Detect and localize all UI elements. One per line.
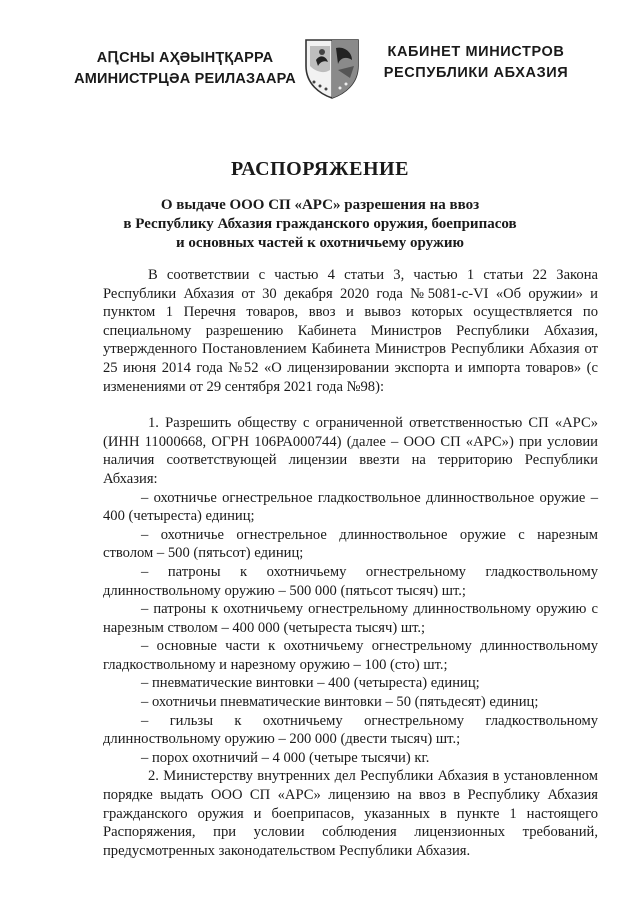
list-item: – основные части к охотничьему огнестрельному длинноствольному гладкоствольному и нарезному оружию – 100 (сто) шт.; — [103, 638, 598, 673]
list-item: – охотничье огнестрельное длинноствольное оружие с нарезным стволом – 500 (пятьсот) единиц; — [103, 526, 598, 562]
header-left-line2: АМИНИСТРЦӘА РЕИЛАЗААРА — [74, 71, 296, 87]
list-item: – патроны к охотничьему огнестрельному гладкоствольному длинноствольному оружию – 500 000 (пятьсот тысяч) шт.; — [103, 563, 598, 599]
header-right-line2: РЕСПУБЛИКИ АБХАЗИЯ — [383, 65, 569, 81]
header-left-line1: АԤСНЫ АҲӘЫНҬҚАРРА — [96, 50, 274, 66]
list-item: – гильзы к охотничьему огнестрельному гладкоствольному длинноствольному оружию – 200 000 (двести тысяч) шт.; — [103, 712, 598, 748]
document-subtitle — [90, 196, 550, 253]
document-body — [103, 266, 598, 860]
item-2-paragraph: 2. Министерству внутренних дел Республики Абхазия в установленном порядке выдать ООО СП «АРС» лицензию на ввоз в Республику Абхазия гражданского оружия и боеприпасов, указанных в пункте 1 настоящего Распоряжения, при условии соблюдения лицензионных требований, предусмотренных законодательством Республики Абхазия. — [103, 768, 598, 859]
item-1-paragraph: 1. Разрешить обществу с ограниченной ответственностью СП «АРС» (ИНН 11000668, ОГРН 106РА000744) (далее – ООО СП «АРС») при условии наличия соответствующей лицензии ввезти на территорию Республики Абхазия: — [103, 415, 598, 487]
subtitle-line: и основных частей к охотничьему оружию — [176, 235, 464, 251]
document-title: РАСПОРЯЖЕНИЕ — [231, 158, 409, 180]
preamble-paragraph: В соответствии с частью 4 статьи 3, частью 1 статьи 22 Закона Республики Абхазия от 30 декабря 2020 года №5081-с-VI «Об оружии» и пунктом 1 Перечня товаров, ввоз и вывоз которых осуществляется по специальному разрешению Кабинета Министров Республики Абхазия, утвержденного Постановлением Кабинета Министров Республики Абхазия от 25 июня 2014 года №52 «О лицензировании экспорта и импорта товаров» (с изменениями от 29 сентября 2021 года №98): — [103, 267, 598, 395]
list-item: – охотничье огнестрельное гладкоствольное длинноствольное оружие – 400 (четыреста) единиц; — [103, 489, 598, 525]
subtitle-line: О выдаче ООО СП «АРС» разрешения на ввоз — [160, 197, 480, 213]
list-item: – пневматические винтовки – 400 (четыреста) единиц; — [141, 675, 480, 692]
coat-of-arms-icon — [300, 36, 364, 100]
header-russian-name — [376, 42, 576, 84]
header-abkhaz-name — [70, 48, 300, 90]
list-item: – охотничьи пневматические винтовки – 50 (пятьдесят) единиц; — [141, 694, 539, 711]
header-right-line1: КАБИНЕТ МИНИСТРОВ — [387, 44, 565, 60]
list-item: – порох охотничий – 4 000 (четыре тысячи) кг. — [141, 749, 430, 766]
document-header — [0, 28, 640, 98]
list-item: – патроны к охотничьему огнестрельному длинноствольному оружию с нарезным стволом – 400 000 (четыреста тысяч) шт.; — [103, 601, 598, 636]
subtitle-line: в Республику Абхазия гражданского оружия, боеприпасов — [123, 216, 517, 232]
